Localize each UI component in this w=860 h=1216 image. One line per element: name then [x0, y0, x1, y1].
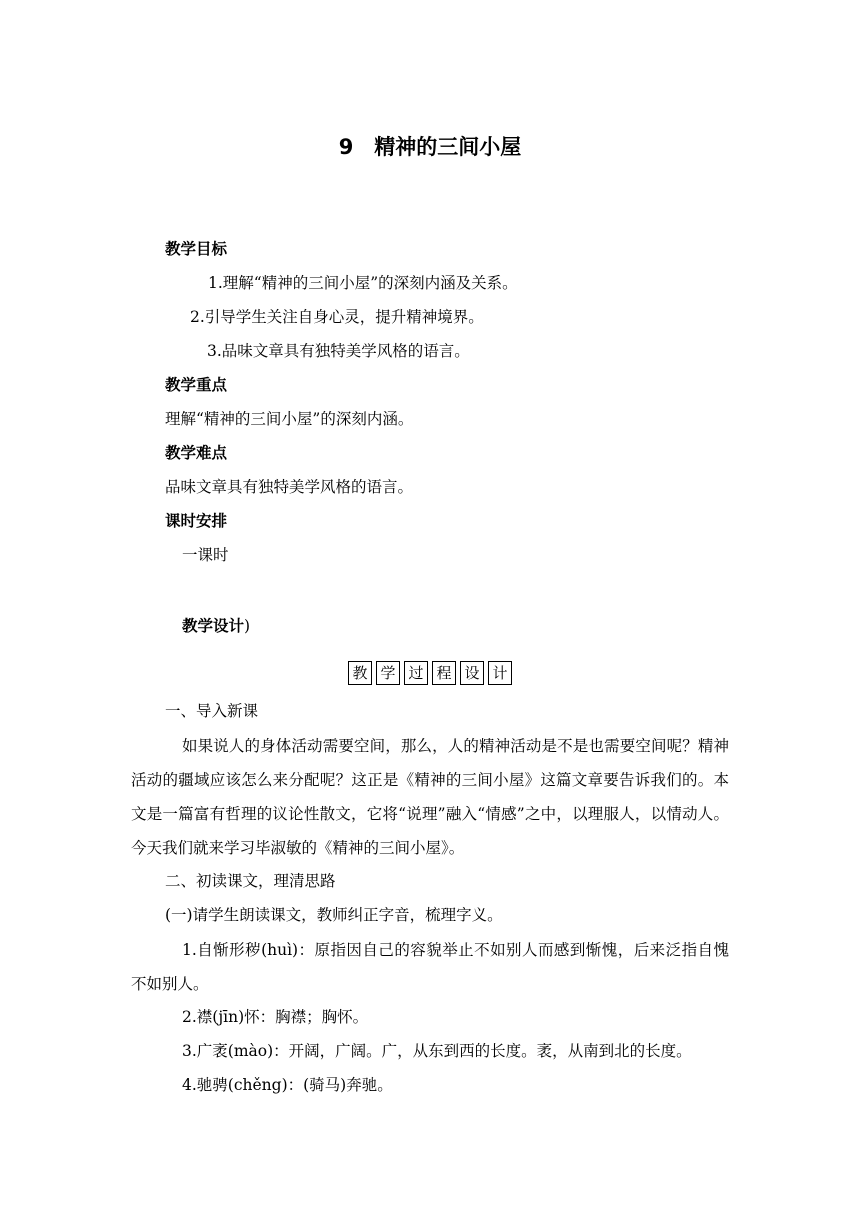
objectives-heading: 教学目标 [165, 240, 228, 258]
key-points-heading: 教学重点 [165, 376, 228, 394]
schedule-heading: 课时安排 [165, 512, 228, 530]
schedule-text: 一课时 [182, 546, 229, 564]
key-points-text: 理解“精神的三间小屋”的深刻内涵。 [165, 410, 414, 428]
vocab-item-3: 3.广袤(mào)：开阔，广阔。广，从东到西的长度。袤，从南到北的长度。 [182, 1042, 692, 1060]
objective-item-1: 1.理解“精神的三间小屋”的深刻内涵及关系。 [208, 274, 518, 292]
design-heading: 教学设计 [182, 617, 245, 635]
vocab-item-1: 1.自惭形秽(huì)：原指因自己的容貌举止不如别人而感到惭愧，后来泛指自愧不如别人。 [131, 941, 729, 993]
design-heading-suffix: ) [244, 617, 251, 635]
boxed-char: 设 [460, 661, 484, 685]
section2-subheading: (一)请学生朗读课文，教师纠正字音，梳理字义。 [165, 906, 503, 924]
vocab-item-4: 4.驰骋(chěng)：(骑马)奔驰。 [182, 1076, 393, 1094]
difficulties-heading: 教学难点 [165, 444, 228, 462]
section1-heading: 一、导入新课 [165, 702, 259, 720]
vocab-item-2: 2.襟(jīn)怀：胸襟；胸怀。 [182, 1008, 369, 1026]
process-design-boxed-title [0, 661, 860, 685]
objective-item-2: 2.引导学生关注自身心灵，提升精神境界。 [190, 308, 484, 326]
difficulties-text: 品味文章具有独特美学风格的语言。 [165, 478, 414, 496]
boxed-char: 过 [404, 661, 428, 685]
boxed-char: 程 [432, 661, 456, 685]
boxed-char: 学 [376, 661, 400, 685]
boxed-char: 教 [348, 661, 372, 685]
section2-heading: 二、初读课文，理清思路 [165, 872, 336, 890]
page-title: 9 精神的三间小屋 [338, 135, 522, 159]
boxed-char: 计 [488, 661, 512, 685]
objective-item-3: 3.品味文章具有独特美学风格的语言。 [207, 342, 470, 360]
design-heading-line [182, 615, 250, 637]
section1-paragraph: 如果说人的身体活动需要空间，那么，人的精神活动是不是也需要空间呢？精神活动的疆域应该怎么来分配呢？这正是《精神的三间小屋》这篇文章要告诉我们的。本文是一篇富有哲理的议论性散文，它将“说理”融入“情感”之中，以理服人，以情动人。今天我们就来学习毕淑敏的《精神的三间小屋》。 [131, 737, 729, 857]
